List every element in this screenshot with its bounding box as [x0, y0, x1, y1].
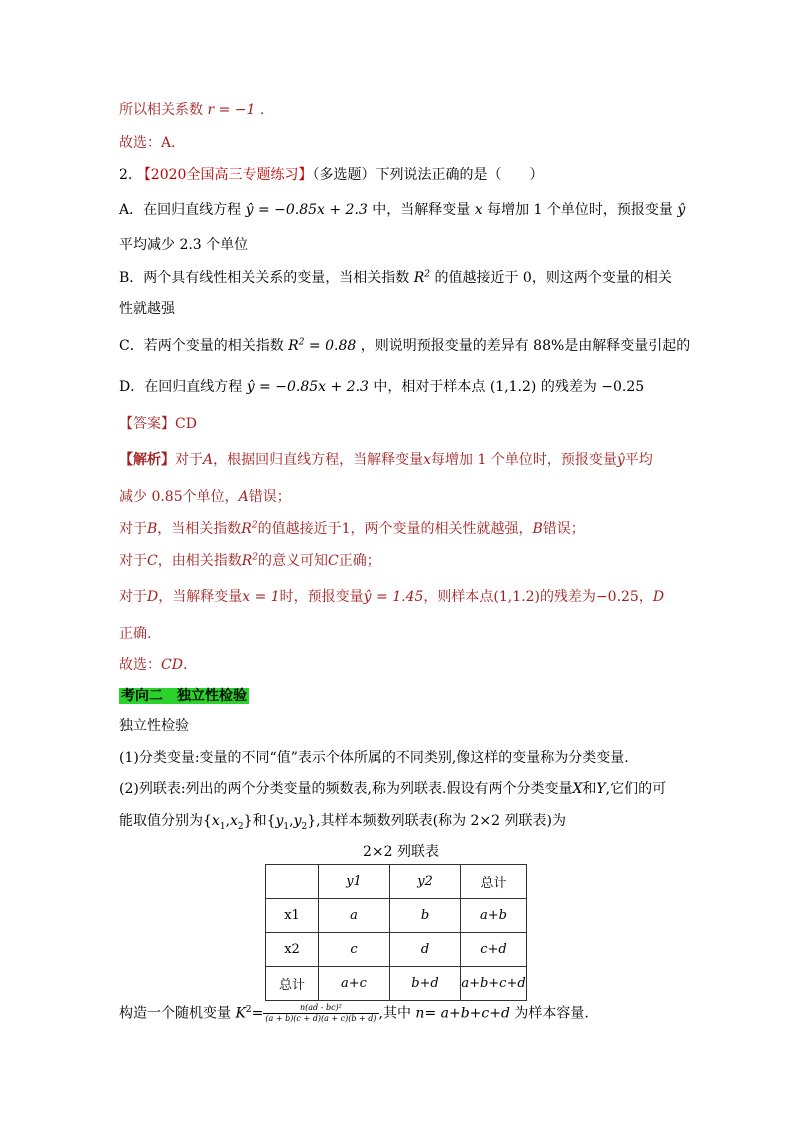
text: },其样本频数列联表(称为 2×2 列联表)为 — [307, 813, 566, 829]
fraction-denominator: (a + b)(c + d)(a + c)(b + d) — [265, 1014, 377, 1023]
table-cell: a — [319, 899, 390, 933]
table-cell: a+b+c+d — [461, 967, 527, 1001]
contingency-table — [265, 864, 527, 1001]
text: , — [289, 813, 294, 829]
analysis-heading: 【解析】 — [119, 452, 175, 468]
analysis-2 — [119, 519, 585, 539]
text: ，当相关指数 — [157, 521, 242, 537]
math: X — [572, 781, 583, 797]
text: , — [225, 813, 231, 829]
math: x — [230, 813, 238, 829]
text: ， — [638, 589, 653, 605]
table-cell: d — [390, 933, 461, 967]
answer-text: 【答案】CD — [119, 416, 197, 432]
table-cell: a+c — [319, 967, 390, 1001]
math: B — [532, 521, 543, 537]
math-value: = 0.88 — [304, 338, 357, 354]
analysis-4 — [119, 587, 664, 607]
analysis-3 — [119, 551, 381, 571]
question-stem: （多选题）下列说法正确的是（ ） — [312, 167, 544, 183]
text: }和{ — [243, 813, 276, 829]
question-source: 【2020全国高三专题练习】 — [136, 167, 313, 183]
text: 的值越接近于 0，则这两个变量的相关 — [434, 270, 672, 286]
text: 能取值分别为{ — [119, 813, 212, 829]
text: ，由相关指数 — [157, 553, 242, 569]
fraction-numerator: n(ad - bc)² — [263, 1003, 378, 1014]
math: K — [235, 1005, 246, 1022]
math: $R^2 = 0.88$ — [288, 337, 357, 354]
para-2 — [119, 779, 666, 799]
table-cell: 总计 — [461, 865, 527, 899]
option-b — [119, 268, 672, 288]
math: D — [147, 589, 159, 605]
text: 平均 — [624, 452, 653, 468]
text: ，根据回归直线方程，当解释变量 — [213, 452, 424, 468]
k-squared-formula — [119, 1003, 589, 1024]
table-cell: x2 — [266, 933, 319, 967]
table-row — [266, 899, 527, 933]
analysis-1 — [119, 450, 653, 470]
subscript: 2 — [301, 821, 308, 832]
text: = — [424, 1005, 437, 1022]
option-a — [119, 200, 685, 220]
math: x — [474, 202, 483, 218]
text: ,其中 — [378, 1005, 411, 1022]
text: 2×2 列联表 — [363, 844, 439, 860]
analysis-4-cont — [119, 624, 151, 644]
text: ,它们的可 — [605, 781, 667, 797]
table-cell: x1 — [266, 899, 319, 933]
math: ŷ — [616, 452, 625, 468]
math: $R^2$ — [241, 520, 258, 537]
text: 的残差为 — [540, 379, 597, 395]
text: 正确. — [119, 626, 152, 642]
text: 每增加 1 个单位时，预报变量 — [431, 452, 617, 468]
text: ，当解释变量 — [158, 589, 243, 605]
text: 平均减少 2.3 个单位 — [119, 237, 249, 253]
text: (2)列联表:列出的两个分类变量的频数表,称为列联表.假设有两个分类变量 — [119, 781, 573, 797]
text: A．在回归直线方程 — [119, 202, 242, 218]
text: 中，当解释变量 — [372, 202, 471, 218]
table-cell: a+b — [461, 899, 527, 933]
math: Y — [596, 781, 606, 797]
option-a-cont — [119, 235, 248, 255]
math: x — [211, 813, 220, 829]
math: ŷ = 1.45 — [363, 589, 424, 605]
answer — [119, 414, 197, 434]
math: ŷ = −0.85x + 2.3 — [245, 202, 368, 218]
option-b-cont — [119, 299, 175, 319]
para-3 — [119, 811, 566, 831]
math: A — [238, 489, 249, 505]
option-c — [119, 336, 690, 356]
math-symbol: R — [413, 270, 425, 286]
option-d — [119, 377, 644, 397]
text: 所以相关系数 — [119, 102, 203, 118]
text: 错误； — [542, 521, 585, 537]
subscript: 1 — [219, 821, 226, 832]
math: ŷ — [677, 202, 686, 218]
math: A — [203, 452, 214, 468]
table-cell: 总计 — [266, 967, 319, 1001]
subscript: 2 — [237, 821, 244, 832]
table-cell: b — [390, 899, 461, 933]
select-line — [119, 133, 185, 153]
text: 故选：A． — [119, 135, 186, 151]
text: 性就越强 — [119, 301, 175, 317]
text: 的残差为 — [539, 589, 596, 605]
table-cell: y2 — [390, 865, 461, 899]
table-header-row — [266, 865, 527, 899]
section-title: 考向二 独立性检验 — [121, 688, 247, 704]
table-row — [266, 933, 527, 967]
para-1 — [119, 748, 629, 768]
text: D．在回归直线方程 — [119, 379, 243, 395]
math: ŷ = −0.85x + 2.3 — [246, 379, 369, 395]
math: CD — [161, 657, 183, 673]
math: (1,1.2) — [489, 379, 537, 395]
question-2 — [119, 165, 543, 185]
subscript: 1 — [283, 821, 290, 832]
table-cell: b+d — [390, 967, 461, 1001]
math: a+b+c+d — [440, 1005, 510, 1022]
table-cell: y1 — [319, 865, 390, 899]
text: 的意义可知 — [258, 553, 328, 569]
text: 和 — [582, 781, 597, 797]
math: r = −1 . — [207, 102, 265, 118]
text: 减少 0.85个单位， — [119, 489, 239, 505]
text: ，则样本点 — [423, 589, 494, 605]
math: −0.25 — [595, 589, 639, 605]
math: y — [275, 813, 284, 829]
text: = — [251, 1005, 264, 1022]
math: B — [147, 521, 158, 537]
final-select — [119, 655, 187, 675]
math: C — [328, 553, 339, 569]
math: y — [293, 813, 302, 829]
math: D — [652, 589, 665, 605]
conclusion-line — [119, 100, 264, 120]
math-symbol: R — [288, 338, 299, 354]
math: $R^2$ — [241, 552, 258, 569]
table-title — [363, 842, 439, 862]
math: (1,1.2) — [493, 589, 540, 605]
math: x = 1 — [242, 589, 280, 605]
math: $R^2$ — [413, 269, 431, 286]
math-symbol: R — [241, 553, 253, 569]
question-number: 2. — [119, 167, 133, 183]
text: C．若两个变量的相关指数 — [119, 338, 284, 354]
math: n — [415, 1005, 425, 1022]
table-cell: c+d — [461, 933, 527, 967]
math: −0.25 — [601, 379, 645, 395]
table-cell — [266, 865, 319, 899]
text: 故选： — [119, 657, 161, 673]
text: 为样本容量. — [514, 1005, 589, 1022]
text: (1)分类变量:变量的不同“值”表示个体所属的不同类别,像这样的变量称为分类变量. — [119, 750, 629, 766]
text: 对于 — [119, 553, 147, 569]
math-symbol: R — [241, 521, 252, 537]
text: 对于 — [175, 452, 203, 468]
text: . — [182, 657, 188, 673]
subheading — [119, 716, 189, 736]
text: 时，预报变量 — [279, 589, 364, 605]
text: 正确； — [338, 553, 381, 569]
superscript: 2 — [245, 1004, 252, 1015]
k-squared-fraction — [263, 1003, 378, 1024]
text: 对于 — [119, 589, 147, 605]
text: 的值越接近于1，两个变量的相关性就越强， — [257, 521, 533, 537]
text: 中，相对于样本点 — [373, 379, 486, 395]
math: x — [423, 452, 432, 468]
text: 每增加 1 个单位时，预报变量 — [487, 202, 673, 218]
text: B．两个具有线性相关关系的变量，当相关指数 — [119, 270, 410, 286]
text: ，则说明预报变量的差异有 88%是由解释变量引起的 — [360, 338, 691, 354]
analysis-1-cont — [119, 487, 291, 507]
text: 错误； — [248, 489, 291, 505]
math: C — [147, 553, 158, 569]
table-cell: c — [319, 933, 390, 967]
section-heading — [119, 686, 249, 706]
table-row — [266, 967, 527, 1001]
text: 构造一个随机变量 — [119, 1005, 231, 1022]
text: 独立性检验 — [119, 718, 189, 734]
text: 对于 — [119, 521, 147, 537]
